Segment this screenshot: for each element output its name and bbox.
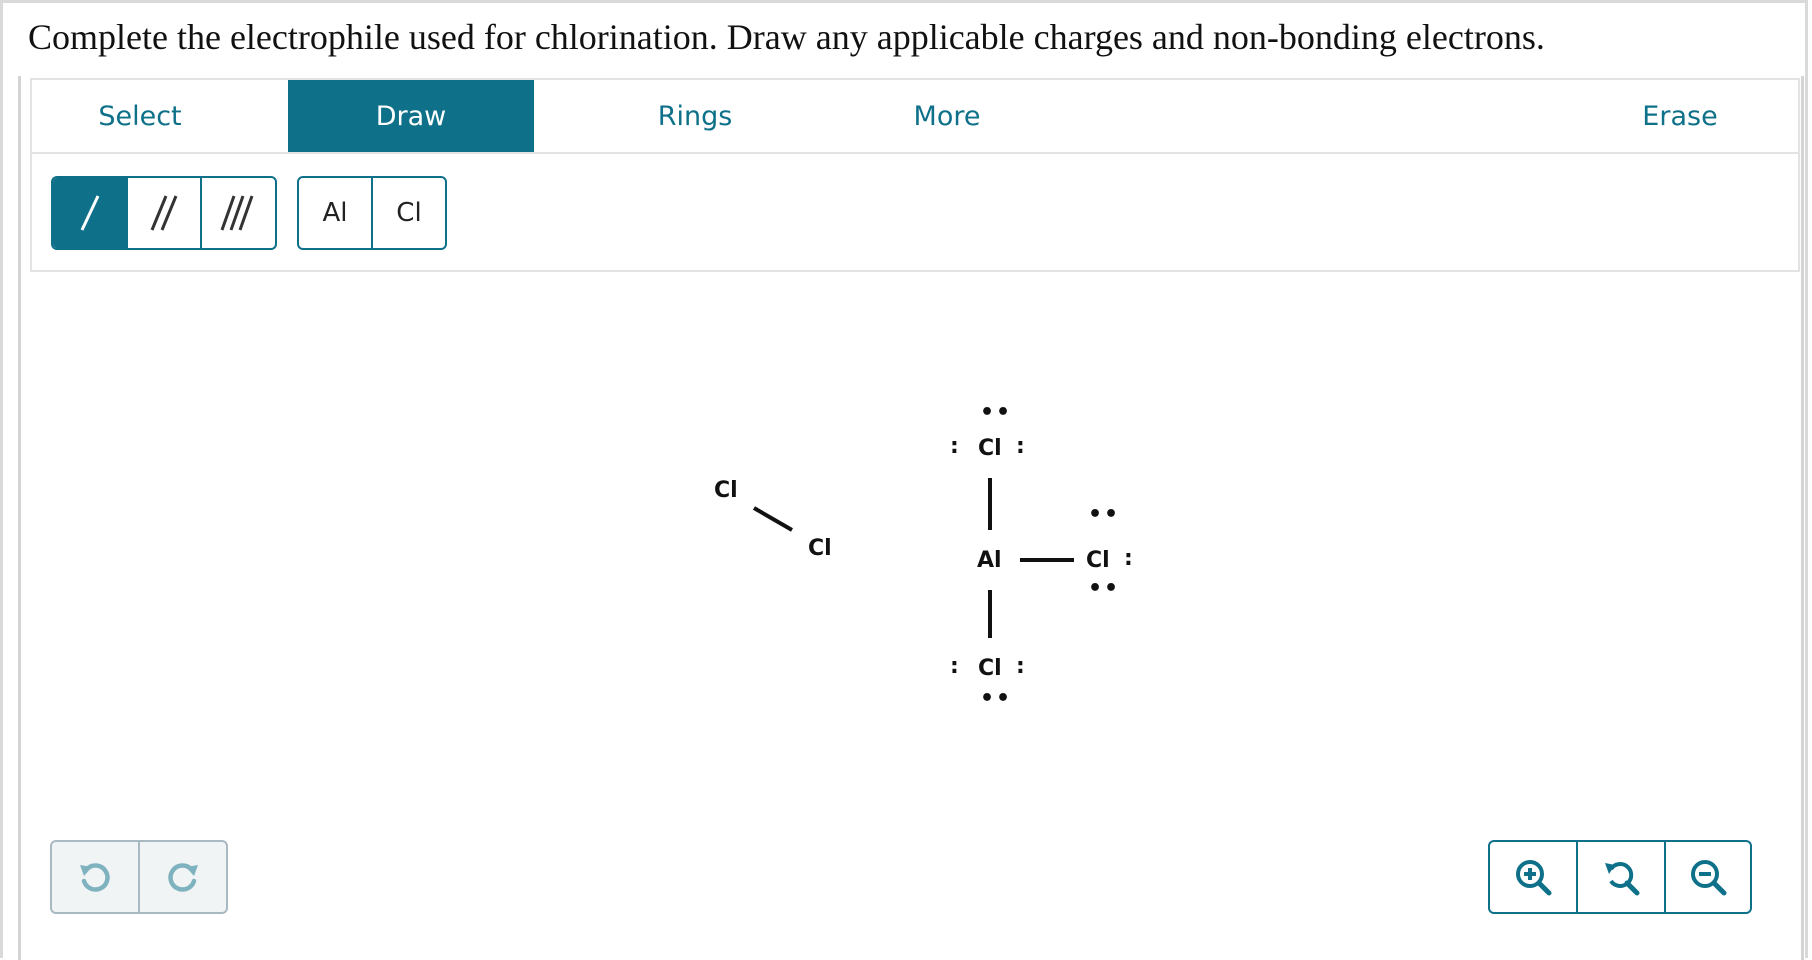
tab-select[interactable]: Select — [98, 100, 182, 132]
zoom-reset-button[interactable] — [1578, 842, 1666, 912]
redo-icon — [165, 859, 201, 895]
tab-draw[interactable]: Draw — [288, 80, 534, 152]
zoom-in-icon — [1513, 857, 1553, 897]
zoom-out-icon — [1688, 857, 1728, 897]
lone-pair-bottom-cl-right: : — [1016, 654, 1025, 679]
free-chlorine-atom-1[interactable]: Cl — [714, 478, 738, 503]
lone-pair-top-cl-left: : — [950, 434, 959, 459]
tab-more[interactable]: More — [913, 100, 981, 132]
chlorine-top[interactable]: Cl — [978, 436, 1002, 461]
lone-pair-top-cl-right: : — [1016, 434, 1025, 459]
question-prompt: Complete the electrophile used for chlorination. Draw any applicable charges and non-bonding electrons. — [28, 17, 1545, 57]
free-chlorine-atom-2[interactable]: Cl — [808, 536, 832, 561]
history-controls — [50, 840, 228, 914]
zoom-reset-icon — [1601, 857, 1641, 897]
chlorine-bottom[interactable]: Cl — [978, 656, 1002, 681]
aluminum-atom[interactable]: Al — [977, 548, 1002, 573]
zoom-controls — [1488, 840, 1752, 914]
undo-icon — [77, 859, 113, 895]
lone-pair-bottom-cl-left: : — [950, 654, 959, 679]
tab-rings[interactable]: Rings — [657, 100, 733, 132]
lone-pair-right-cl-top: •• — [1088, 502, 1121, 527]
zoom-out-button[interactable] — [1666, 842, 1750, 912]
atom-cl-button[interactable]: Cl — [396, 198, 422, 228]
lone-pair-right-cl-bottom: •• — [1088, 576, 1121, 601]
lone-pair-right-cl-right: : — [1124, 546, 1133, 571]
zoom-in-button[interactable] — [1490, 842, 1578, 912]
cl-cl-bond[interactable] — [754, 508, 792, 530]
lone-pair-top-cl-top: •• — [980, 400, 1013, 425]
atom-al-button[interactable]: Al — [299, 178, 373, 248]
redo-button[interactable] — [140, 842, 226, 912]
tab-erase[interactable]: Erase — [1642, 100, 1718, 132]
chlorine-right[interactable]: Cl — [1086, 548, 1110, 573]
lone-pair-bottom-cl-bottom: •• — [980, 686, 1013, 711]
undo-button[interactable] — [52, 842, 140, 912]
